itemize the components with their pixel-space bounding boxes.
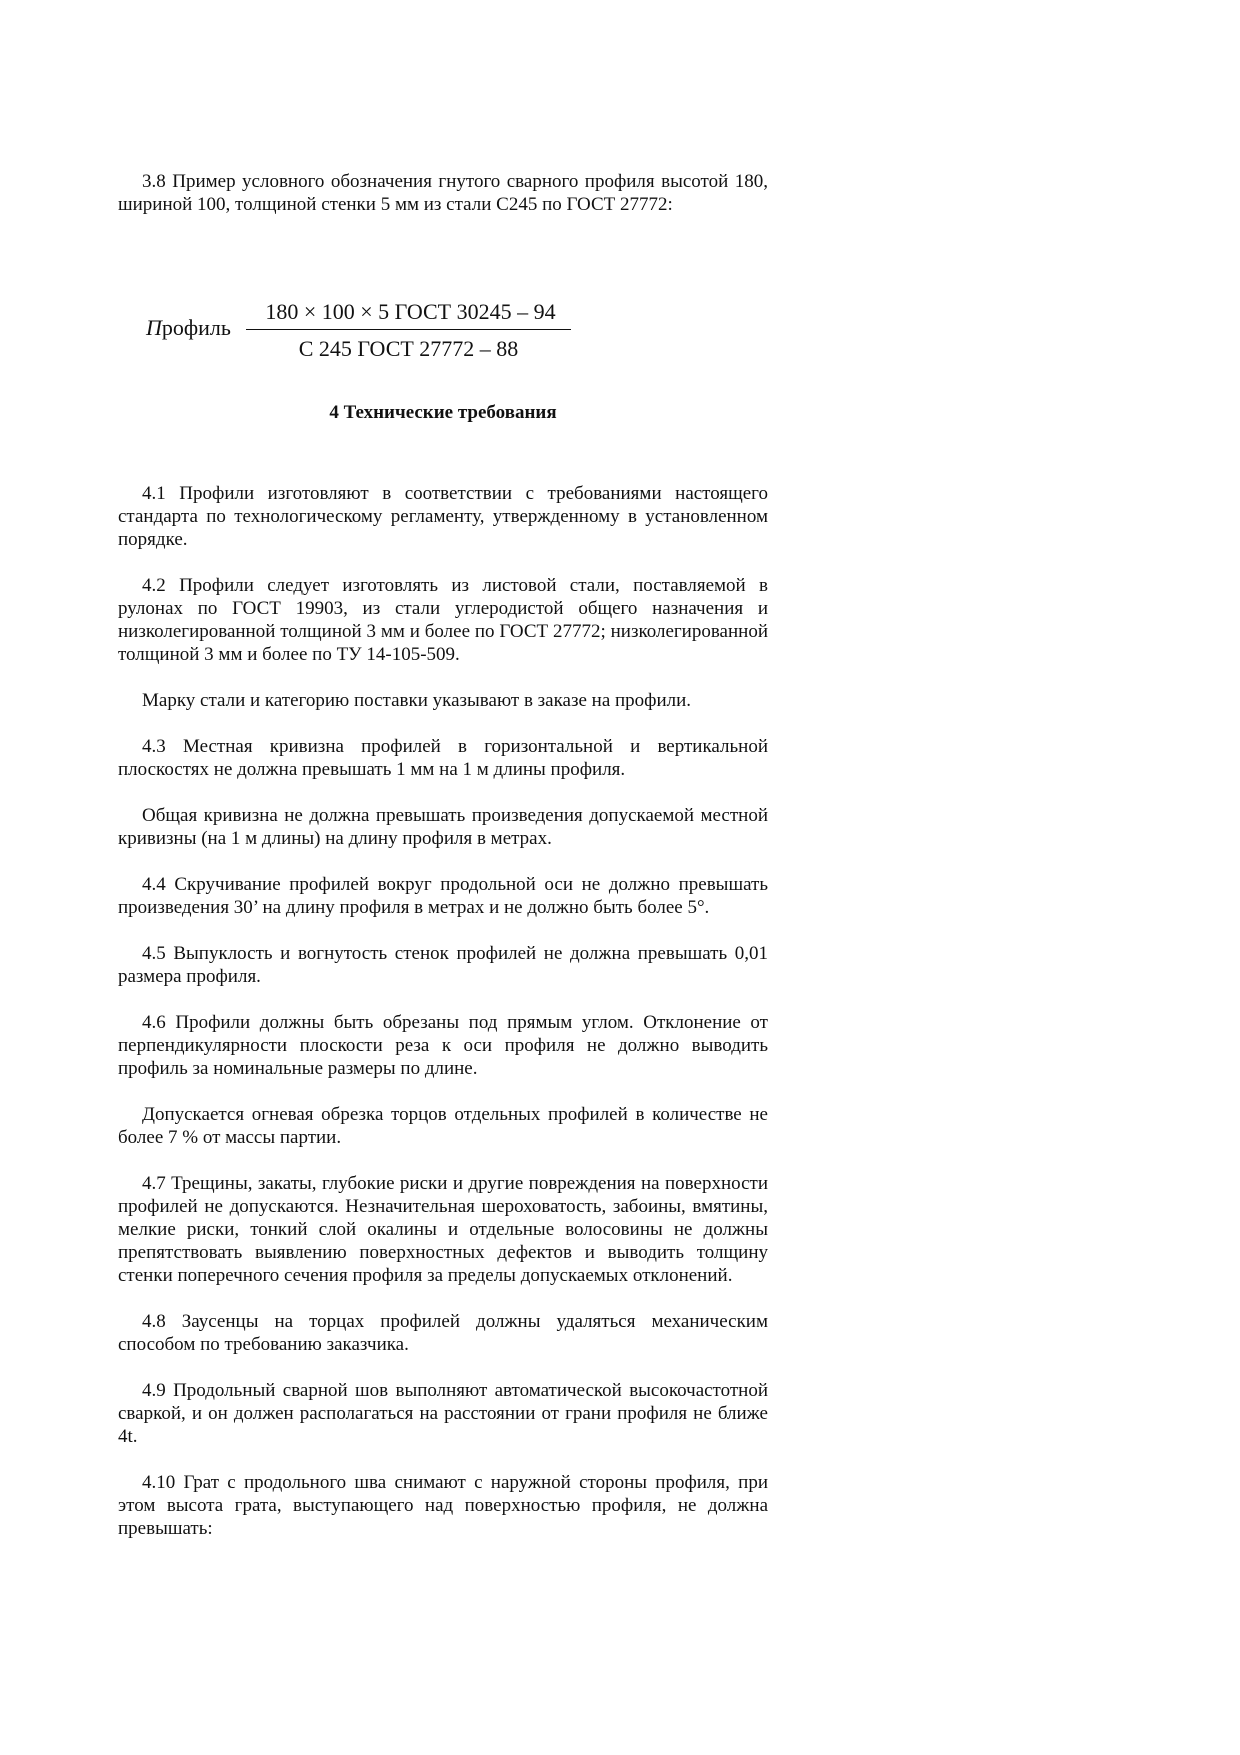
paragraph-4-10: 4.10 Грат с продольного шва снимают с наружной стороны профиля, при этом высота грата, выступающего над поверхностью профиля, не должна превышать:	[118, 1472, 768, 1539]
paragraph-4-2: 4.2 Профили следует изготовлять из листовой стали, поставляемой в рулонах по ГОСТ 19903, из стали углеродистой общего назначения и низколегированной толщиной 3 мм и более по ГОСТ 27772; низколегированной толщиной 3 мм и более по ТУ 14-105-509.	[118, 575, 768, 665]
formula-label	[146, 315, 231, 341]
paragraph-4-5: 4.5 Выпуклость и вогнутость стенок профилей не должна превышать 0,01 размера профиля.	[118, 943, 768, 987]
paragraph-4-4: 4.4 Скручивание профилей вокруг продольной оси не должно превышать произведения 30’ на длину профиля в метрах и не должно быть более 5°.	[118, 874, 768, 918]
paragraph-3-8: 3.8 Пример условного обозначения гнутого сварного профиля высотой 180, шириной 100, толщиной стенки 5 мм из стали С245 по ГОСТ 27772:	[118, 171, 768, 215]
paragraph-4-3-note: Общая кривизна не должна превышать произведения допускаемой местной кривизны (на 1 м длины) на длину профиля в метрах.	[118, 805, 768, 849]
designation-formula	[118, 275, 768, 395]
formula-fraction	[246, 297, 571, 364]
formula-label-rest: рофиль	[161, 315, 231, 340]
formula-denominator: С 245 ГОСТ 27772 – 88	[298, 336, 519, 361]
paragraph-4-1: 4.1 Профили изготовляют в соответствии с требованиями настоящего стандарта по технологическому регламенту, утвержденному в установленном порядке.	[118, 483, 768, 550]
paragraph-4-2-note: Марку стали и категорию поставки указывают в заказе на профили.	[142, 690, 692, 711]
section-heading: 4 Технические требования	[329, 402, 557, 423]
paragraph-4-9: 4.9 Продольный сварной шов выполняют автоматической высокочастотной сваркой, и он должен располагаться на расстоянии от грани профиля не ближе 4t.	[118, 1380, 768, 1447]
spacer	[118, 239, 768, 275]
formula-numerator: 180 × 100 × 5 ГОСТ 30245 – 94	[265, 299, 556, 324]
paragraph-4-6-note: Допускается огневая обрезка торцов отдельных профилей в количестве не более 7 % от массы партии.	[118, 1104, 768, 1148]
paragraph-4-3: 4.3 Местная кривизна профилей в горизонтальной и вертикальной плоскостях не должна превышать 1 мм на 1 м длины профиля.	[118, 736, 768, 780]
formula-label-initial: П	[146, 315, 162, 340]
paragraph-4-8: 4.8 Заусенцы на торцах профилей должны удаляться механическим способом по требованию заказчика.	[118, 1311, 768, 1355]
fraction-bar	[246, 329, 571, 330]
text-column	[118, 170, 768, 1563]
paragraph-4-6: 4.6 Профили должны быть обрезаны под прямым углом. Отклонение от перпендикулярности плоскости реза к оси профиля не должно выводить профиль за номинальные размеры по длине.	[118, 1012, 768, 1079]
paragraph-4-7: 4.7 Трещины, закаты, глубокие риски и другие повреждения на поверхности профилей не допускаются. Незначительная шероховатость, забоины, вмятины, мелкие риски, тонкий слой окалины и отдельные волосовины не должны препятствовать выявлению поверхностных дефектов и выводить толщину стенки поперечного сечения профиля за пределы допускаемых отклонений.	[118, 1173, 768, 1286]
